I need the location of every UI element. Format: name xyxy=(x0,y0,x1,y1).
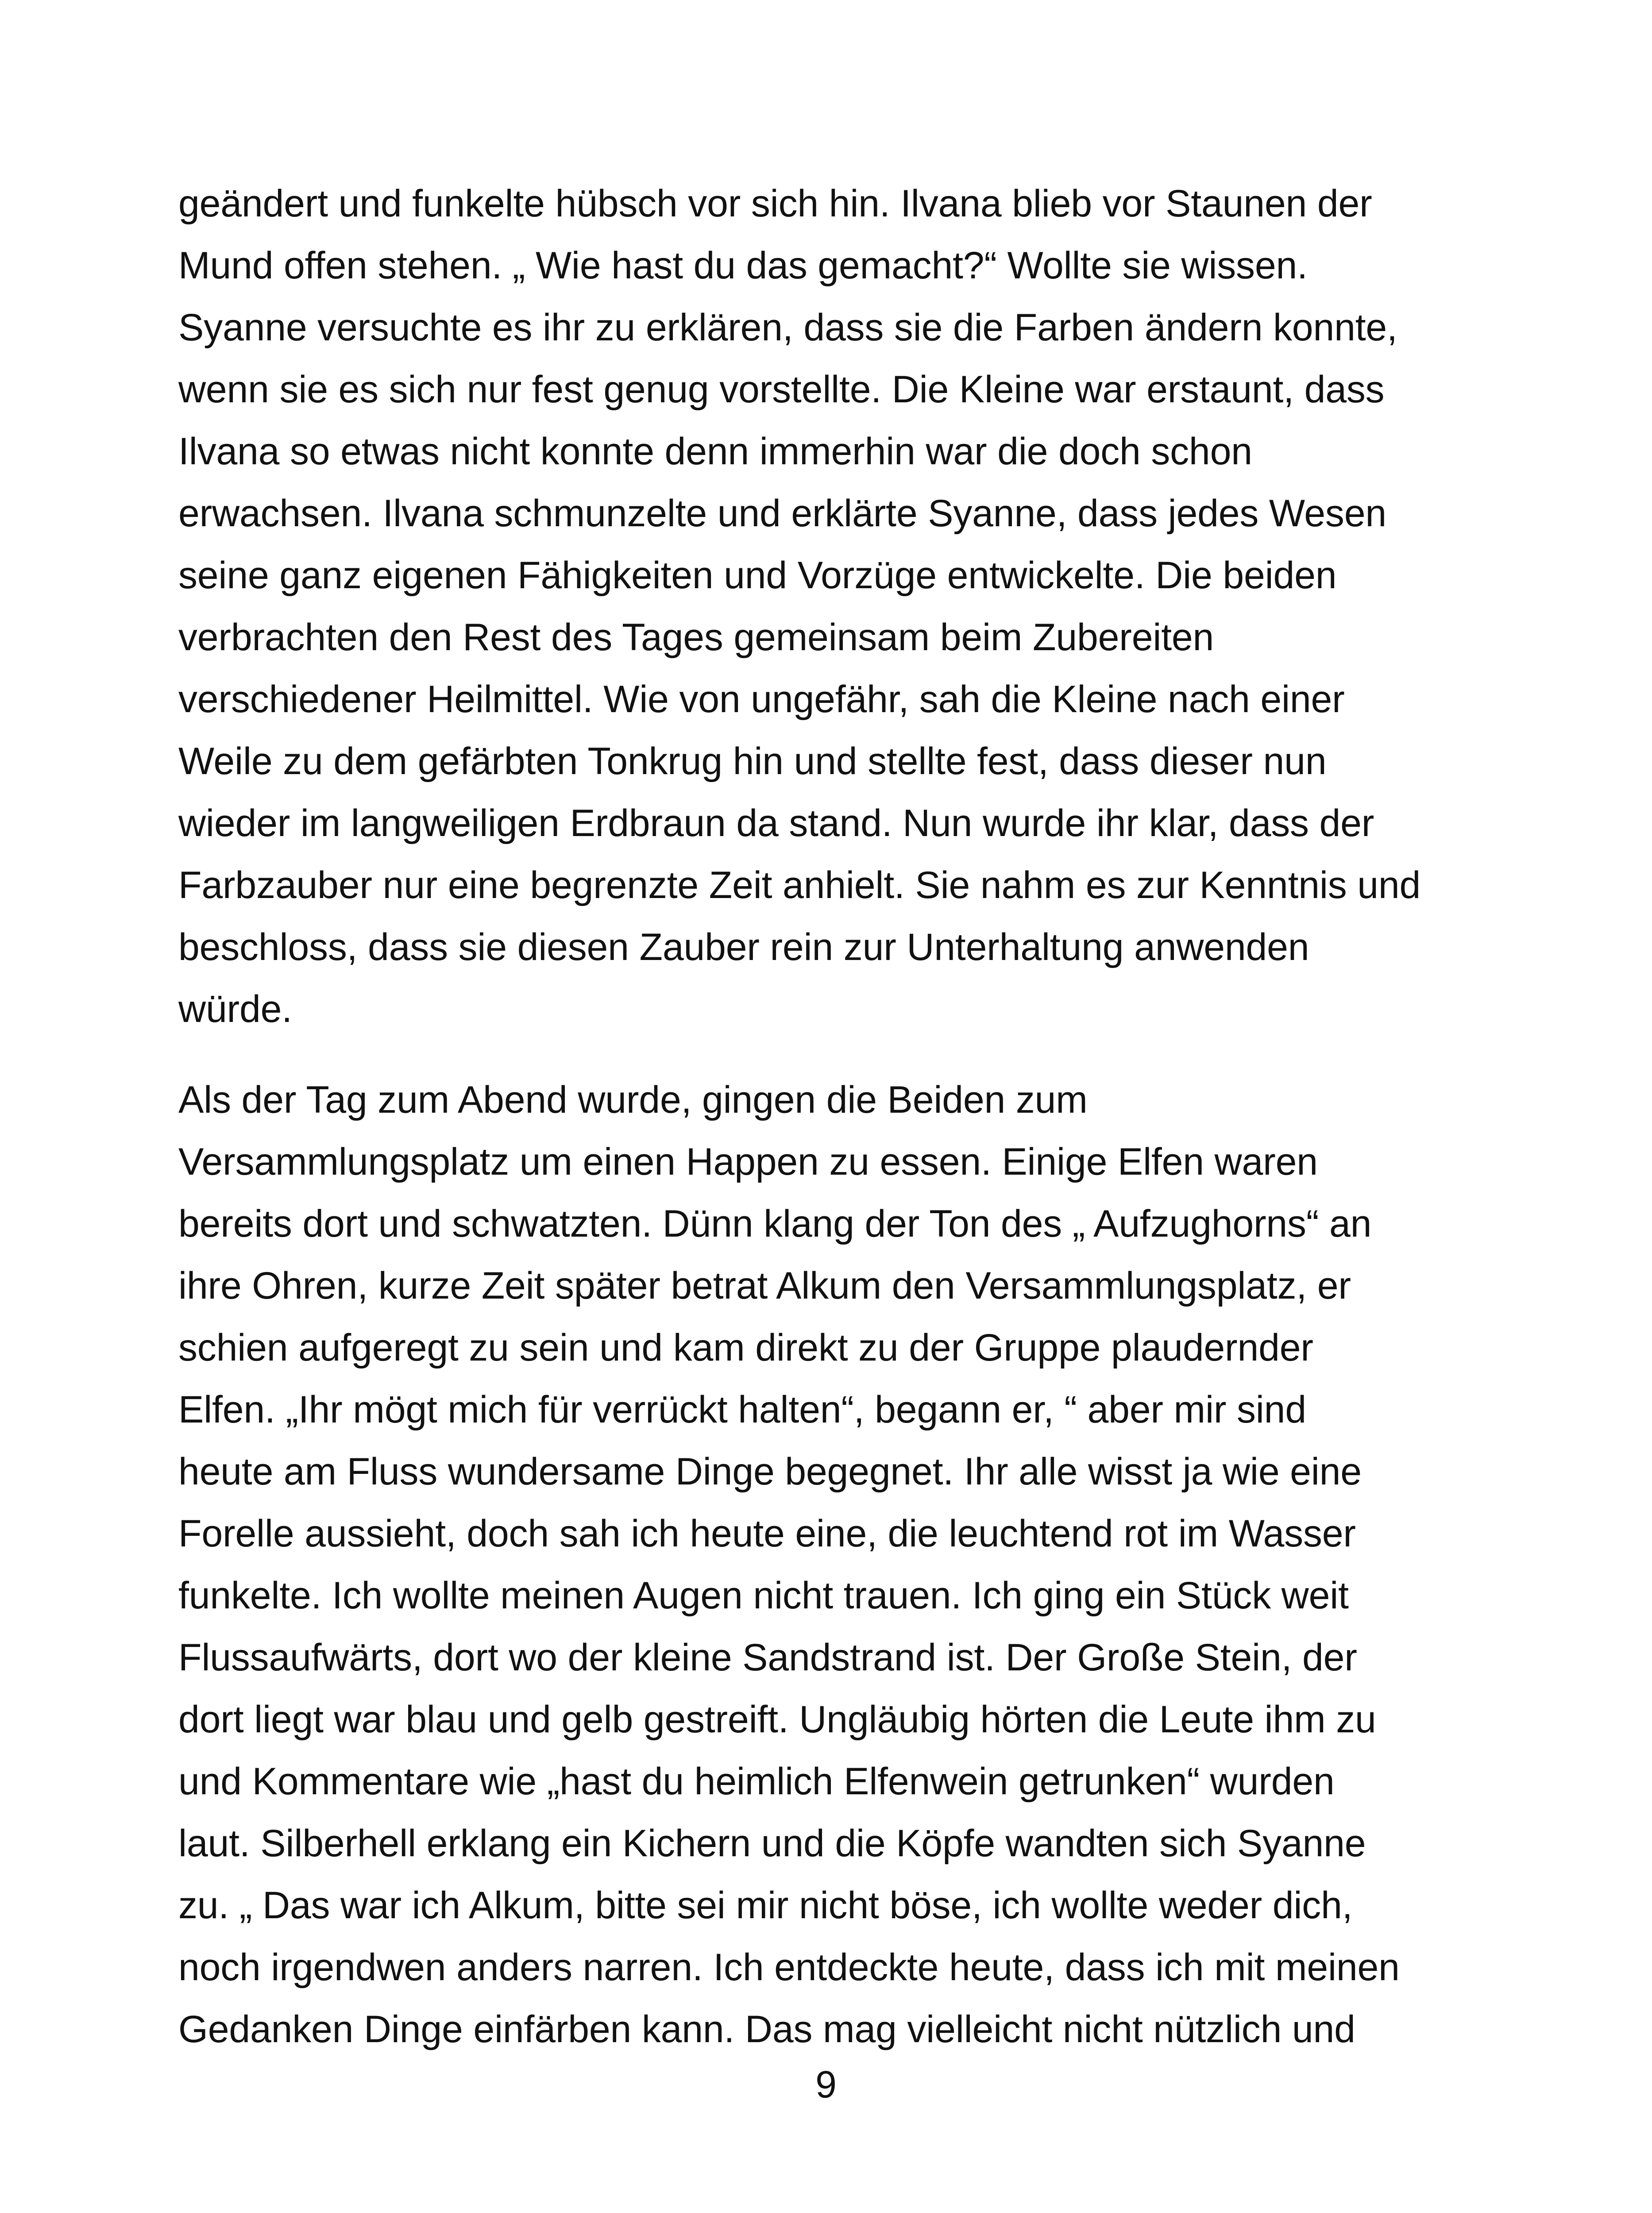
text-line: schien aufgeregt zu sein und kam direkt zu der Gruppe plaudernder xyxy=(178,1326,1313,1369)
text-line: bereits dort und schwatzten. Dünn klang der Ton des „ Aufzughorns“ an xyxy=(178,1203,1372,1245)
text-line: Syanne versuchte es ihr zu erklären, dass sie die Farben ändern konnte, xyxy=(178,306,1397,349)
text-line: Weile zu dem gefärbten Tonkrug hin und stellte fest, dass dieser nun xyxy=(178,740,1327,783)
page-number: 9 xyxy=(815,2063,837,2106)
text-line: Forelle aussieht, doch sah ich heute eine, die leuchtend rot im Wasser xyxy=(178,1512,1356,1555)
paragraph-1 xyxy=(178,173,1515,1040)
text-line: beschloss, dass sie diesen Zauber rein zur Unterhaltung anwenden xyxy=(178,926,1309,968)
text-line: dort liegt war blau und gelb gestreift. Ungläubig hörten die Leute ihm zu xyxy=(178,1698,1376,1741)
text-line: funkelte. Ich wollte meinen Augen nicht trauen. Ich ging ein Stück weit xyxy=(178,1574,1349,1617)
text-line: Als der Tag zum Abend wurde, gingen die Beiden zum xyxy=(178,1079,1088,1121)
paragraph-2 xyxy=(178,1069,1515,2060)
text-line: laut. Silberhell erklang ein Kichern und die Köpfe wandten sich Syanne xyxy=(178,1822,1366,1865)
text-line: Ilvana so etwas nicht konnte denn immerhin war die doch schon xyxy=(178,430,1252,473)
text-line: verschiedener Heilmittel. Wie von ungefähr, sah die Kleine nach einer xyxy=(178,678,1345,721)
text-line: Mund offen stehen. „ Wie hast du das gemacht?“ Wollte sie wissen. xyxy=(178,244,1308,287)
text-line: Gedanken Dinge einfärben kann. Das mag vielleicht nicht nützlich und xyxy=(178,2008,1355,2051)
text-line: und Kommentare wie „hast du heimlich Elfenwein getrunken“ wurden xyxy=(178,1760,1335,1803)
text-line: zu. „ Das war ich Alkum, bitte sei mir nicht böse, ich wollte weder dich, xyxy=(178,1884,1353,1927)
text-line: noch irgendwen anders narren. Ich entdeckte heute, dass ich mit meinen xyxy=(178,1946,1400,1989)
text-line: Versammlungsplatz um einen Happen zu essen. Einige Elfen waren xyxy=(178,1141,1318,1183)
text-line: Flussaufwärts, dort wo der kleine Sandstrand ist. Der Große Stein, der xyxy=(178,1636,1357,1679)
text-line: geändert und funkelte hübsch vor sich hin. Ilvana blieb vor Staunen der xyxy=(178,182,1372,225)
text-line: seine ganz eigenen Fähigkeiten und Vorzüge entwickelte. Die beiden xyxy=(178,554,1337,597)
text-line: Elfen. „Ihr mögt mich für verrückt halten“, begann er, “ aber mir sind xyxy=(178,1388,1306,1431)
text-line: würde. xyxy=(178,988,292,1030)
text-line: heute am Fluss wundersame Dinge begegnet. Ihr alle wisst ja wie eine xyxy=(178,1450,1362,1493)
text-line: erwachsen. Ilvana schmunzelte und erklärte Syanne, dass jedes Wesen xyxy=(178,492,1386,535)
text-line: wenn sie es sich nur fest genug vorstellte. Die Kleine war erstaunt, dass xyxy=(178,368,1385,411)
text-line: Farbzauber nur eine begrenzte Zeit anhielt. Sie nahm es zur Kenntnis und xyxy=(178,864,1421,906)
text-line: ihre Ohren, kurze Zeit später betrat Alkum den Versammlungsplatz, er xyxy=(178,1265,1351,1307)
text-line: verbrachten den Rest des Tages gemeinsam beim Zubereiten xyxy=(178,616,1214,659)
text-line: wieder im langweiligen Erdbraun da stand. Nun wurde ihr klar, dass der xyxy=(178,802,1374,844)
